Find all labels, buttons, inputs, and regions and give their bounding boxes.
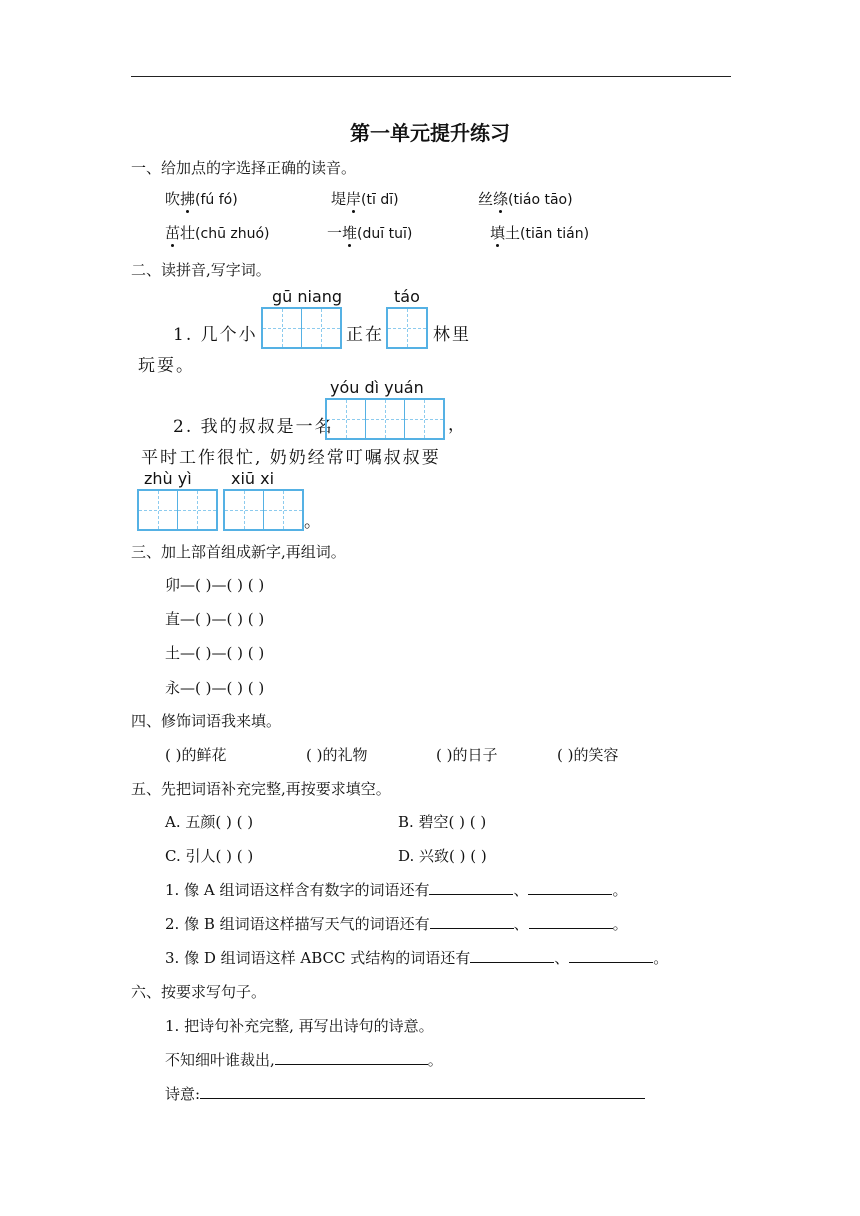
section-5-heading: 五、先把词语补充完整,再按要求填空。 [131,780,391,798]
section-2-heading: 二、读拼音,写字词。 [131,261,271,279]
s1-item-5: 一堆(duī tuī) [327,224,413,242]
q2-text-a: 2. 我的叔叔是一名 [173,417,334,437]
q2-text-d: 。 [304,512,323,532]
s6-poem: 不知细叶谁裁出, 。 [165,1051,443,1069]
q1-text-b: 正在 [346,325,384,345]
s5-q1: 1. 像 A 组词语这样含有数字的词语还有 、 。 [165,881,628,899]
top-rule [131,76,731,77]
section-1-heading: 一、给加点的字选择正确的读音。 [131,159,357,177]
pinyin-guniang: gū niang [272,287,343,306]
s1-item-4: 茁壮(chū zhuó) [165,224,270,242]
page-title: 第一单元提升练习 [350,121,510,145]
s5-b: B. 碧空( ) ( ) [398,813,487,831]
section-4-heading: 四、修饰词语我来填。 [131,712,282,730]
s4-item-4: ( )的笑容 [557,746,619,764]
pinyin-xiuxi: xiū xi [231,469,275,488]
s4-item-1: ( )的鲜花 [165,746,227,764]
q2-text-b: ， [448,415,467,435]
s1-item-6: 填土(tiān tián) [490,224,590,242]
s4-item-3: ( )的日子 [436,746,498,764]
s3-row-1: 卯—( )—( ) ( ) [165,576,265,594]
q2-text-c: 平时工作很忙, 奶奶经常叮嘱叔叔要 [141,448,441,468]
q1-text-d: 玩耍。 [138,356,195,376]
s6-q1: 1. 把诗句补充完整, 再写出诗句的诗意。 [165,1017,434,1035]
s5-d: D. 兴致( ) ( ) [398,847,487,865]
s1-item-2: 堤岸(tī dī) [331,190,399,208]
s3-row-2: 直—( )—( ) ( ) [165,610,265,628]
s5-q3: 3. 像 D 组词语这样 ABCC 式结构的词语还有 、 。 [165,949,669,967]
s4-item-2: ( )的礼物 [306,746,368,764]
answer-grid-xiuxi[interactable] [223,489,304,531]
answer-grid-zhuyi[interactable] [137,489,218,531]
answer-grid-youdiyuan[interactable] [325,398,445,440]
s5-c: C. 引人( ) ( ) [165,847,254,865]
q1-text-c: 林里 [433,325,471,345]
answer-grid-tao[interactable] [386,307,428,349]
pinyin-youdiyuan: yóu dì yuán [330,378,424,397]
s3-row-3: 土—( )—( ) ( ) [165,644,265,662]
q1-text-a: 1. 几个小 [173,325,258,345]
s6-meaning: 诗意: [165,1083,645,1104]
s5-q2: 2. 像 B 组词语这样描写天气的词语还有 、 。 [165,915,628,933]
section-3-heading: 三、加上部首组成新字,再组词。 [131,543,346,561]
s5-a: A. 五颜( ) ( ) [165,813,254,831]
section-6-heading: 六、按要求写句子。 [131,983,267,1001]
answer-grid-guniang[interactable] [261,307,342,349]
s3-row-4: 永—( )—( ) ( ) [165,679,265,697]
pinyin-tao: táo [394,287,420,306]
pinyin-zhuyi: zhù yì [144,469,192,488]
s1-item-3: 丝绦(tiáo tāo) [478,190,573,208]
s1-item-1: 吹拂(fú fó) [165,190,238,208]
